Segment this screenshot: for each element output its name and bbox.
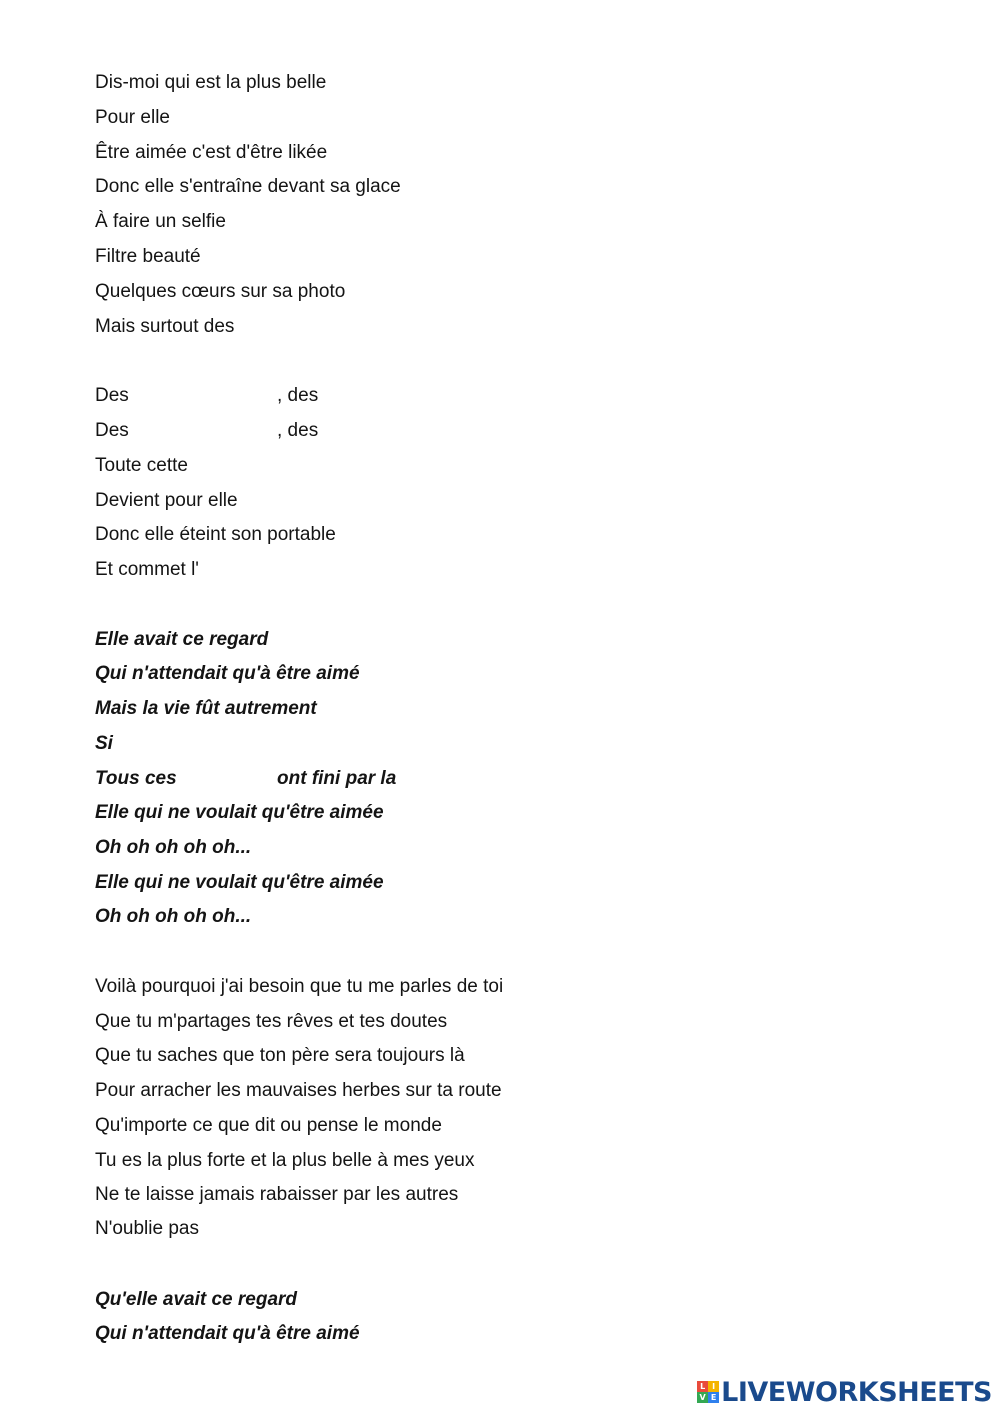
- lyric-segment: , des: [277, 385, 319, 406]
- lyric-line: Voilà pourquoi j'ai besoin que tu me parles de toi: [95, 976, 504, 997]
- badge-letter: V: [697, 1392, 708, 1403]
- lyric-line: Que tu m'partages tes rêves et tes doutes: [95, 1011, 448, 1032]
- badge-letter: E: [708, 1392, 719, 1403]
- lyric-line: Pour elle: [95, 107, 170, 128]
- badge-letter: I: [708, 1381, 719, 1392]
- lyric-segment: Des: [95, 420, 129, 441]
- chorus-line: Elle qui ne voulait qu'être aimée: [95, 872, 384, 893]
- lyric-segment: , des: [277, 420, 319, 441]
- lyric-line: Mais surtout des: [95, 316, 235, 337]
- chorus-line: Elle avait ce regard: [95, 629, 269, 650]
- lyric-line: Filtre beauté: [95, 246, 201, 267]
- lyric-line: Qu'importe ce que dit ou pense le monde: [95, 1115, 442, 1136]
- liveworksheets-badge-icon: [697, 1381, 719, 1403]
- lyric-line: Quelques cœurs sur sa photo: [95, 281, 346, 302]
- chorus-segment: ont fini par la: [277, 768, 397, 789]
- lyric-line: Donc elle éteint son portable: [95, 524, 336, 545]
- chorus-line: Elle qui ne voulait qu'être aimée: [95, 802, 384, 823]
- badge-letter: L: [697, 1381, 708, 1392]
- chorus-line: Oh oh oh oh oh...: [95, 906, 252, 927]
- liveworksheets-logo[interactable]: [697, 1376, 992, 1408]
- lyric-line: Toute cette: [95, 455, 188, 476]
- lyric-line: N'oublie pas: [95, 1218, 199, 1239]
- chorus-line: Mais la vie fût autrement: [95, 698, 317, 719]
- lyric-line: Que tu saches que ton père sera toujours là: [95, 1045, 465, 1066]
- lyric-segment: Des: [95, 385, 129, 406]
- lyric-line: Ne te laisse jamais rabaisser par les autres: [95, 1184, 459, 1205]
- lyric-line: Tu es la plus forte et la plus belle à mes yeux: [95, 1150, 475, 1171]
- chorus-line: Si: [95, 733, 113, 754]
- lyric-line-with-blank: [95, 384, 319, 408]
- lyric-line: Et commet l': [95, 559, 199, 580]
- chorus-line: Qui n'attendait qu'à être aimé: [95, 1323, 360, 1344]
- lyric-line: Pour arracher les mauvaises herbes sur ta route: [95, 1080, 502, 1101]
- chorus-segment: Tous ces: [95, 768, 177, 789]
- chorus-line: Qu'elle avait ce regard: [95, 1289, 298, 1310]
- lyric-line-with-blank: [95, 419, 319, 443]
- lyric-line: Donc elle s'entraîne devant sa glace: [95, 176, 401, 197]
- lyric-line: Dis-moi qui est la plus belle: [95, 72, 327, 93]
- chorus-line: Oh oh oh oh oh...: [95, 837, 252, 858]
- chorus-line-with-blank: [95, 767, 397, 791]
- chorus-line: Qui n'attendait qu'à être aimé: [95, 663, 360, 684]
- lyric-line: Être aimée c'est d'être likée: [95, 142, 328, 163]
- logo-text: LIVEWORKSHEETS: [721, 1376, 992, 1408]
- lyric-line: À faire un selfie: [95, 211, 226, 232]
- lyric-line: Devient pour elle: [95, 490, 238, 511]
